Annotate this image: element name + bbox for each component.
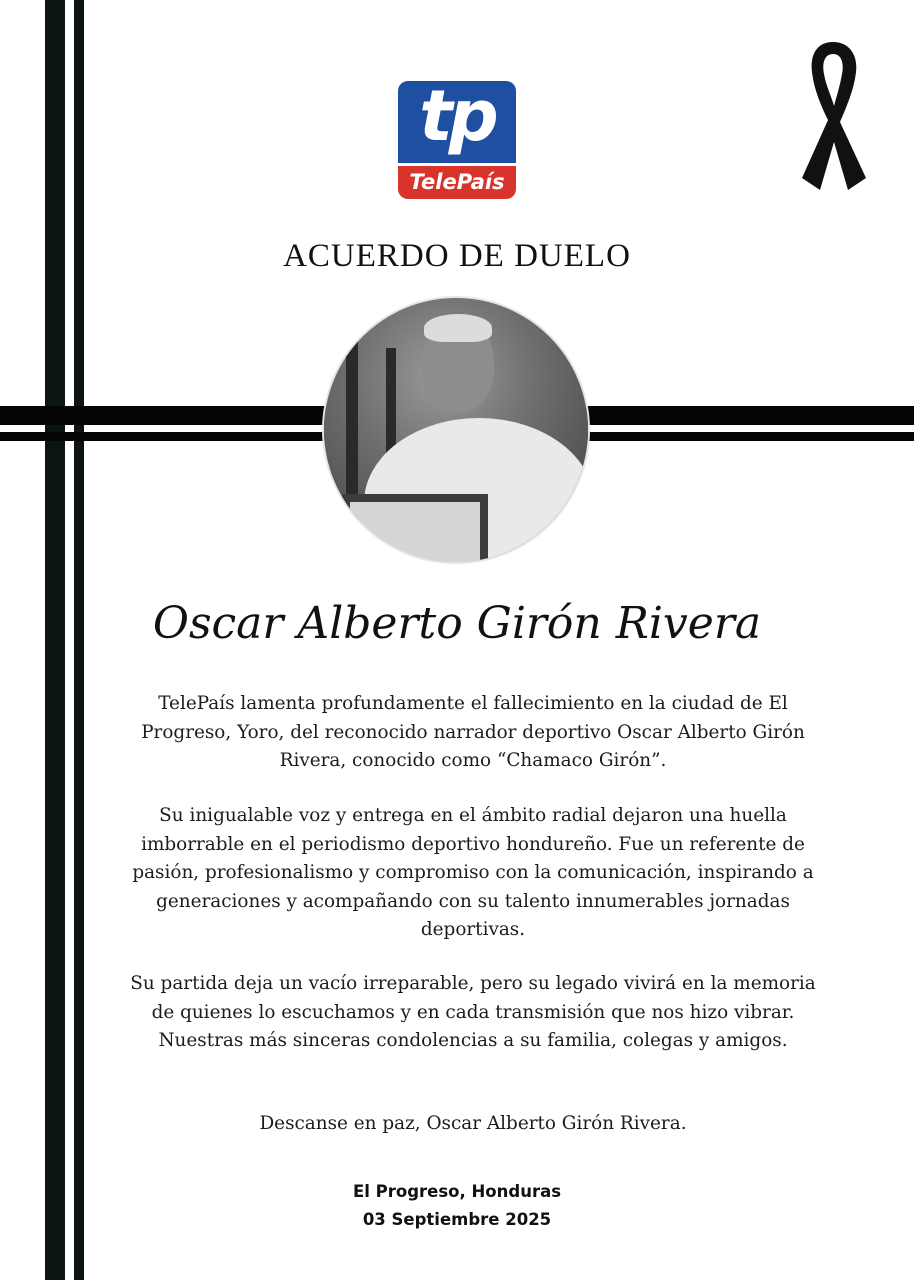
telepais-logo bbox=[398, 75, 516, 199]
logo-top-block bbox=[398, 75, 516, 163]
paragraph-3: Su partida deja un vacío irreparable, pero su legado vivirá en la memoria de quienes lo escuchamos y en cada transmisión que nos hizo vibrar. Nuestras más sinceras condolencias a su familia, colegas y amigos. bbox=[130, 973, 816, 1051]
paragraph-4: Descanse en paz, Oscar Alberto Girón Rivera. bbox=[259, 1113, 687, 1134]
portrait-photo bbox=[324, 298, 588, 562]
logo-monogram: tp bbox=[419, 75, 495, 157]
black-ribbon-icon bbox=[796, 38, 870, 194]
logo-bottom-block bbox=[398, 163, 516, 199]
footer-place: El Progreso, Honduras bbox=[352, 1182, 562, 1201]
paragraph-2: Su inigualable voz y entrega en el ámbito radial dejaron una huella imborrable en el periodismo deportivo hondureño. Fue un referente de pasión, profesionalismo y compromiso con la comunicación, inspirando a generaciones y acompañando con su talento innumerables jornadas deportivas. bbox=[132, 805, 814, 940]
deceased-name: Oscar Alberto Girón Rivera bbox=[152, 598, 762, 649]
logo-name: TelePaís bbox=[409, 170, 505, 194]
paragraph-1: TelePaís lamenta profundamente el fallecimiento en la ciudad de El Progreso, Yoro, del reconocido narrador deportivo Oscar Alberto Girón Rivera, conocido como “Chamaco Girón”. bbox=[141, 693, 805, 771]
photo-frame bbox=[342, 494, 488, 562]
page-title: ACUERDO DE DUELO bbox=[283, 238, 631, 274]
photo-hair bbox=[424, 314, 492, 342]
footer-date: 03 Septiembre 2025 bbox=[362, 1210, 552, 1229]
footer bbox=[0, 1178, 914, 1234]
photo-bg-post bbox=[346, 338, 358, 498]
